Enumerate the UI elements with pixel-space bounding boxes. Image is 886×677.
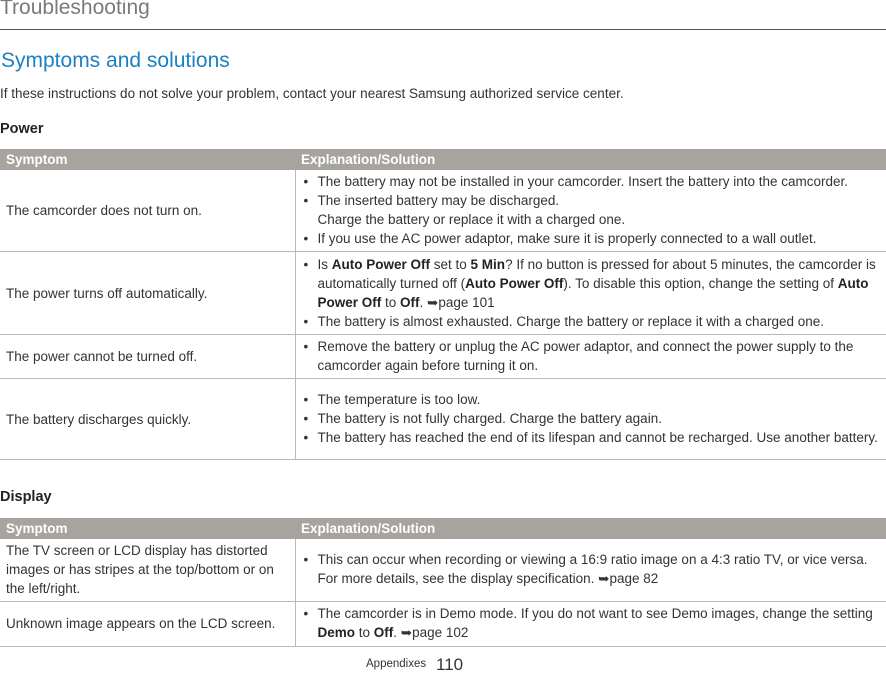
page-heading: Symptoms and solutions xyxy=(1,49,230,72)
explanation-cell xyxy=(295,170,886,252)
table-row xyxy=(0,601,886,646)
setting-value: Off xyxy=(373,625,394,640)
symptom-cell: The power cannot be turned off. xyxy=(0,335,295,379)
setting-name: Auto Power Off xyxy=(331,256,431,272)
power-section-title: Power xyxy=(0,121,44,137)
bullet-text: set to xyxy=(430,256,471,272)
footer-section-label: Appendixes xyxy=(366,658,427,670)
page-reference: . ➥page 102 xyxy=(393,625,469,640)
setting-value: 5 Min xyxy=(470,256,506,272)
symptom-cell: Unknown image appears on the LCD screen. xyxy=(0,601,295,646)
bullet-item xyxy=(302,604,883,642)
bullet-text: The camcorder is in Demo mode. If you do not want to see Demo images, change the setting xyxy=(317,606,873,621)
display-section-title: Display xyxy=(0,489,52,505)
intro-text: If these instructions do not solve your problem, contact your nearest Samsung authorized service center. xyxy=(0,86,624,101)
display-table-header xyxy=(0,518,886,539)
setting-value: Off xyxy=(400,294,420,310)
symptom-column-header: Symptom xyxy=(0,518,295,539)
table-row xyxy=(0,170,886,252)
bullet-text: to xyxy=(381,294,401,310)
bullet-item: • The battery may not be installed in your camcorder. Insert the battery into the camcorder. xyxy=(302,172,883,191)
explanation-cell xyxy=(295,252,886,335)
bullet-text: Is xyxy=(317,256,332,272)
bullet-item: • Remove the battery or unplug the AC power adaptor, and connect the power supply to the camcorder again before turning it on. xyxy=(302,337,883,375)
explanation-cell xyxy=(295,601,886,646)
bullet-item xyxy=(302,255,883,312)
symptom-cell: The power turns off automatically. xyxy=(0,252,295,335)
display-table xyxy=(0,518,886,647)
explanation-cell xyxy=(295,379,886,460)
bullet-item: • The battery has reached the end of its lifespan and cannot be recharged. Use another battery. xyxy=(302,428,883,447)
page-number: 110 xyxy=(436,655,464,674)
bullet-text: The inserted battery may be discharged. xyxy=(317,193,560,208)
bullet-item: • The battery is almost exhausted. Charge the battery or replace it with a charged one. xyxy=(302,312,883,331)
page-reference: . ➥page 101 xyxy=(419,294,495,310)
power-table-header xyxy=(0,149,886,170)
symptom-column-header: Symptom xyxy=(0,149,295,170)
power-table xyxy=(0,149,886,460)
table-row xyxy=(0,335,886,379)
table-row xyxy=(0,379,886,460)
setting-name: Auto Power Off xyxy=(465,275,564,291)
setting-name: Demo xyxy=(317,625,356,640)
symptom-cell: The camcorder does not turn on. xyxy=(0,170,295,252)
table-row xyxy=(0,539,886,601)
bullet-item: • The battery is not fully charged. Charge the battery again. xyxy=(302,409,883,428)
bullet-item xyxy=(302,191,883,229)
bullet-item: • This can occur when recording or viewing a 16:9 ratio image on a 4:3 ratio TV, or vice versa. For more details, see the display specification. ➥page 82 xyxy=(302,550,883,588)
bullet-text: to xyxy=(355,625,374,640)
bullet-text: ). To disable this option, change the setting of xyxy=(563,275,838,291)
bullet-text-continued: Charge the battery or replace it with a charged one. xyxy=(317,212,626,227)
header-divider xyxy=(0,29,886,30)
bullet-item: • If you use the AC power adaptor, make sure it is properly connected to a wall outlet. xyxy=(302,229,883,248)
explanation-column-header: Explanation/Solution xyxy=(295,518,886,539)
setting-name: Auto Power Off xyxy=(317,275,869,310)
explanation-cell xyxy=(295,539,886,601)
bullet-item: • The temperature is too low. xyxy=(302,390,883,409)
bullet-text: ? If no button is pressed for about 5 minutes, the camcorder is automatically turned off ( xyxy=(317,256,876,291)
symptom-cell: The TV screen or LCD display has distorted images or has stripes at the top/bottom or on the left/right. xyxy=(0,539,295,601)
explanation-column-header: Explanation/Solution xyxy=(295,149,886,170)
chapter-title: Troubleshooting xyxy=(0,0,150,19)
explanation-cell xyxy=(295,335,886,379)
table-row xyxy=(0,252,886,335)
symptom-cell: The battery discharges quickly. xyxy=(0,379,295,460)
